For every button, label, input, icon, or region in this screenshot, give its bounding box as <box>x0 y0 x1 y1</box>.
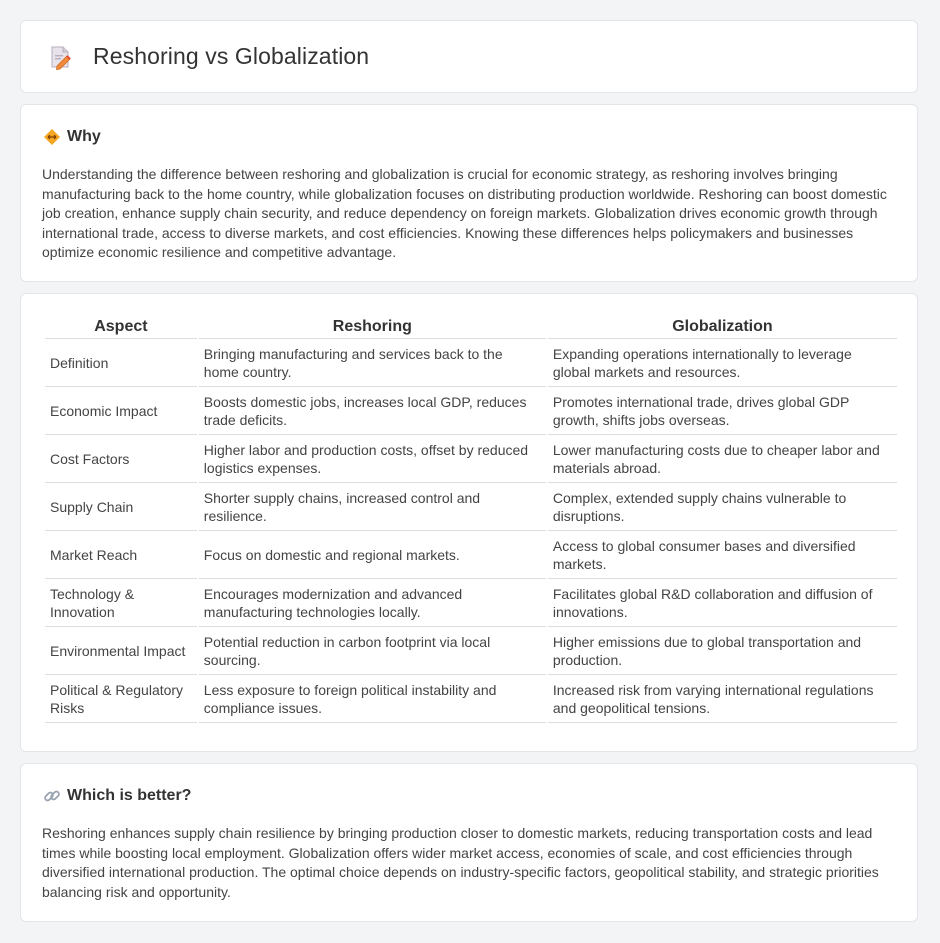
reshoring-cell: Focus on domestic and regional markets. <box>199 531 546 579</box>
globalization-cell: Access to global consumer bases and diversified markets. <box>548 531 897 579</box>
page-header <box>47 43 369 70</box>
table-row <box>45 435 897 483</box>
aspect-cell: Market Reach <box>45 531 197 579</box>
globalization-cell: Expanding operations internationally to leverage global markets and resources. <box>548 339 897 387</box>
globalization-cell: Lower manufacturing costs due to cheaper labor and materials abroad. <box>548 435 897 483</box>
table-row <box>45 531 897 579</box>
better-text: Reshoring enhances supply chain resilience by bringing production closer to domestic markets, reducing transportation costs and lead times while boosting local employment. Globalization offers wider market access, economies of scale, and cost efficiencies through diversified international production. The optimal choice depends on industry-specific factors, geopolitical stability, and strategic priorities balancing risk and opportunity. <box>42 825 879 900</box>
table-row <box>45 339 897 387</box>
header-reshoring: Reshoring <box>199 316 546 339</box>
why-header <box>43 128 101 146</box>
globalization-cell: Increased risk from varying international regulations and geopolitical tensions. <box>548 675 897 723</box>
reshoring-cell: Bringing manufacturing and services back to the home country. <box>199 339 546 387</box>
page-title: Reshoring vs Globalization <box>93 43 370 69</box>
aspect-cell: Political & Regulatory Risks <box>45 675 197 723</box>
aspect-cell: Technology & Innovation <box>45 579 197 627</box>
table-row <box>45 387 897 435</box>
why-text: Understanding the difference between reshoring and globalization is crucial for economic strategy, as reshoring involves bringing manufacturing back to the home country, while globalization focuses on distributing production worldwide. Reshoring can boost domestic job creation, enhance supply chain security, and reduce dependency on foreign markets. Globalization drives economic growth through international trade, access to diverse markets, and cost efficiencies. Knowing these differences helps policymakers and businesses optimize economic resilience and competitive advantage. <box>42 166 887 261</box>
diamond-arrows-icon <box>43 128 61 146</box>
globalization-cell: Complex, extended supply chains vulnerable to disruptions. <box>548 483 897 531</box>
better-heading: Which is better? <box>67 787 192 804</box>
document-pencil-icon <box>47 44 73 70</box>
aspect-cell: Economic Impact <box>45 387 197 435</box>
aspect-cell: Environmental Impact <box>45 627 197 675</box>
reshoring-cell: Encourages modernization and advanced manufacturing technologies locally. <box>199 579 546 627</box>
comparison-table <box>43 316 899 723</box>
reshoring-cell: Boosts domestic jobs, increases local GDP, reduces trade deficits. <box>199 387 546 435</box>
why-section <box>20 104 918 282</box>
better-section <box>20 763 918 922</box>
table-row <box>45 579 897 627</box>
header-globalization: Globalization <box>548 316 897 339</box>
globalization-cell: Higher emissions due to global transportation and production. <box>548 627 897 675</box>
reshoring-cell: Less exposure to foreign political instability and compliance issues. <box>199 675 546 723</box>
link-icon <box>43 787 61 805</box>
aspect-cell: Cost Factors <box>45 435 197 483</box>
globalization-cell: Promotes international trade, drives global GDP growth, shifts jobs overseas. <box>548 387 897 435</box>
table-row <box>45 483 897 531</box>
aspect-cell: Definition <box>45 339 197 387</box>
reshoring-cell: Potential reduction in carbon footprint via local sourcing. <box>199 627 546 675</box>
table-row <box>45 627 897 675</box>
table-row <box>45 675 897 723</box>
better-header <box>43 787 191 805</box>
comparison-section <box>20 293 918 752</box>
header-aspect: Aspect <box>45 316 197 339</box>
why-heading: Why <box>67 128 101 145</box>
reshoring-cell: Higher labor and production costs, offset by reduced logistics expenses. <box>199 435 546 483</box>
globalization-cell: Facilitates global R&D collaboration and diffusion of innovations. <box>548 579 897 627</box>
title-card <box>20 20 918 93</box>
aspect-cell: Supply Chain <box>45 483 197 531</box>
table-header-row <box>45 316 897 339</box>
reshoring-cell: Shorter supply chains, increased control and resilience. <box>199 483 546 531</box>
